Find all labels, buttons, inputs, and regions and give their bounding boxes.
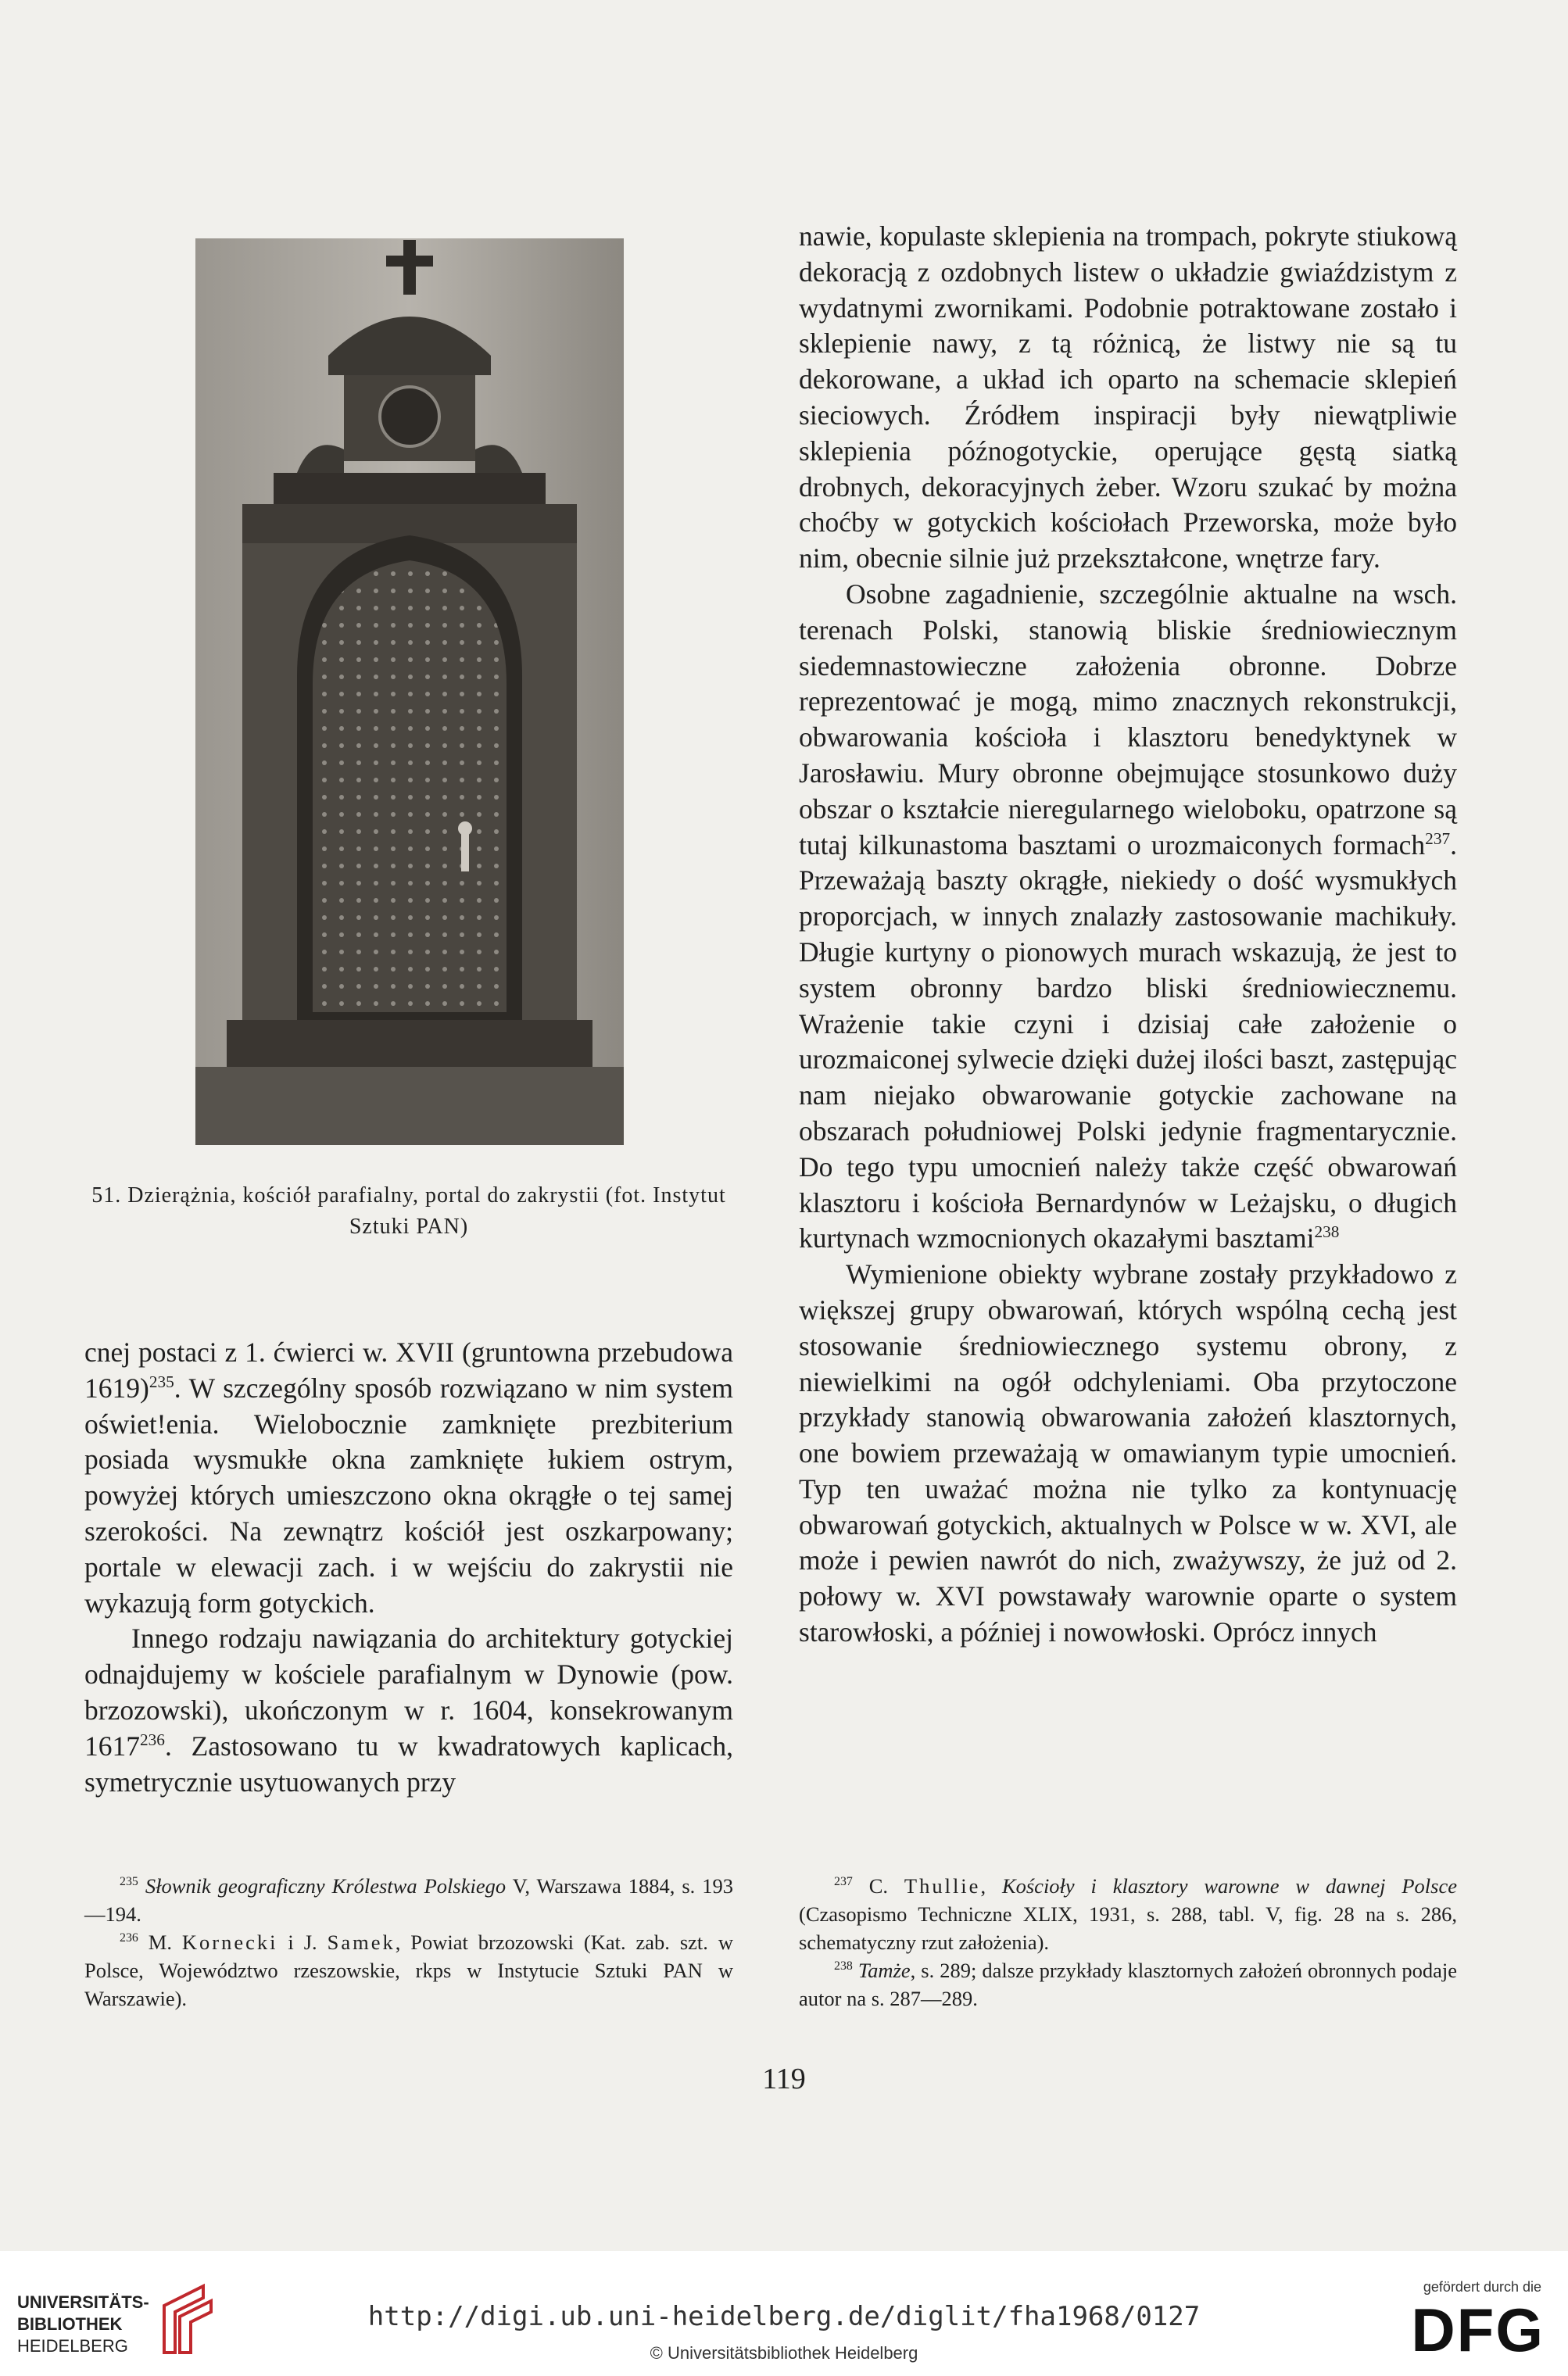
photograph-portal-icon xyxy=(195,238,624,1145)
page-number: 119 xyxy=(762,2063,806,2095)
body-paragraph: Osobne zagadnienie, szczególnie aktualne na wsch. terenach Polski, stanowią bliskie średniowiecznym siedemnastowieczne założenia obronne. Dobrze reprezentować je mogą, mimo znacznych rekonstrukcji, obwarowania kościoła i klasztoru benedyktynek w Jarosławiu. Mury obronne obejmujące stosunkowo duży obszar o kształcie nieregularnego wieloboku, opatrzone są tutaj kilkunastoma basztami o urozmaiconych formach$^{237}$. Przeważają baszty okrągłe, niekiedy o dość wysmukłych proporcjach, w innych znalazły zastosowanie machikuły. Długie kurtyny o pionowych murach wskazują, że jest to system obronny bardzo bliski średniowiecznemu. Wrażenie takie czyni i dzisiaj całe założenie o urozmaiconej sylwecie dzięki dużej ilości baszt, zastępując nam niejako obwarowanie gotyckie zachowane na obszarach południowej Polski jedynie fragmentarycznie. Do tego typu umocnień należy także część obwarowań klasztoru i kościoła Bernardynów w Leżajsku, o długich kurtynach wzmocnionych okazałymi basztami$^{238}$ xyxy=(799,578,1457,1254)
funded-by-label: gefördert durch die xyxy=(1423,2279,1541,2295)
body-paragraph: Wymienione obiekty wybrane zostały przykładowo z większej grupy obwarowań, których wspólną cechą jest stosowanie średniowiecznego systemu obrony, z niewielkimi na ogół odchyleniami. Oba przytoczone przykłady stanowią obwarowania założeń klasztornych, one bowiem przeważają w omawianym typie umocnień. Typ ten uważać można nie tylko za kontynuację obwarowań gotyckich, aktualnych w Polsce w w. XVI, ale może i pewien nawrót do nich, zważywszy, że już od 2. połowy w. XVI powstawały warownie oparte o system starowłoski, a później i nowowłoski. Oprócz innych xyxy=(799,1258,1457,1648)
footnote: $^{236}$ M. Kornecki i J. Samek, Powiat brzozowski (Kat. zab. szt. w Polsce, Województwo rzeszowskie, rkps w Instytucie Sztuki PAN w Warszawie). xyxy=(84,1930,733,2010)
body-paragraph: cnej postaci z 1. ćwierci w. XVII (gruntowna przebudowa 1619)$^{235}$. W szczególny sposób rozwiązano w nim system oświet!enia. Wielobocznie zamknięte prezbiterium posiada wysmukłe okna zamknięte łukiem ostrym, powyżej których umieszczono okna okrągłe o tej samej szerokości. Na zewnątrz kościół jest oszkarpowany; portale w elewacji zach. i w wejściu do zakrystii nie wykazują form gotyckich. xyxy=(84,1336,733,1619)
dfg-logo: DFG xyxy=(1411,2295,1545,2364)
body-paragraph: Innego rodzaju nawiązania do architektury gotyckiej odnajdujemy w kościele parafialnym w Dynowie (pow. brzozowski), ukończonym w r. 1604, konsekrowanym 1617$^{236}$. Zastosowano tu w kwadratowych kaplicach, symetrycznie usytuowanych przy xyxy=(84,1623,733,1798)
source-url-link[interactable]: http://digi.ub.uni-heidelberg.de/diglit/fha1968/0127 xyxy=(367,2301,1201,2332)
copyright-text: © Universitätsbibliothek Heidelberg xyxy=(650,2343,918,2363)
library-line-2: BIBLIOTHEK xyxy=(17,2314,123,2334)
footnote: $^{237}$ C. Thullie, Kościoły i klasztory warowne w dawnej Polsce (Czasopismo Techniczne XLIX, 1931, s. 288, tabl. V, fig. 28 na s. 286, schematyczny rzut założenia). xyxy=(799,1874,1457,1954)
footnote: $^{235}$ Słownik geograficzny Królestwa Polskiego V, Warszawa 1884, s. 193—194. xyxy=(84,1874,734,1926)
library-line-1: UNIVERSITÄTS- xyxy=(17,2292,149,2312)
figure-caption: 51. Dzierążnia, kościół parafialny, portal do zakrystii (fot. Instytut Sztuki PAN) xyxy=(91,1183,726,1239)
library-footer xyxy=(0,2251,1568,2376)
footnotes-right xyxy=(799,1872,1457,2013)
text-column-right xyxy=(799,219,1457,1651)
body-paragraph: nawie, kopulaste sklepienia na trompach, pokryte stiukową dekoracją z ozdobnych listew o układzie gwiaździstym z wydatnymi zwornikami. Podobnie potraktowane zostało i sklepienie nawy, z tą różnicą, że listwy nie są tu dekorowane, a układ ich oparto na schemacie sklepień sieciowych. Źródłem inspiracji były niewątpliwie sklepienia późnogotyckie, operujące gęstą siatką drobnych, dekoracyjnych żeber. Wzoru szukać by można choćby w gotyckich kościołach Przeworska, może było nim, obecnie silnie już przekształcone, wnętrze fary. xyxy=(799,220,1457,574)
footnote: $^{238}$ Tamże, s. 289; dalsze przykłady klasztornych założeń obronnych podaje autor na s. 287—289. xyxy=(799,1959,1457,2010)
footnotes-left xyxy=(84,1872,733,2013)
library-line-3: HEIDELBERG xyxy=(17,2336,128,2356)
text-column-left xyxy=(84,1335,733,1800)
